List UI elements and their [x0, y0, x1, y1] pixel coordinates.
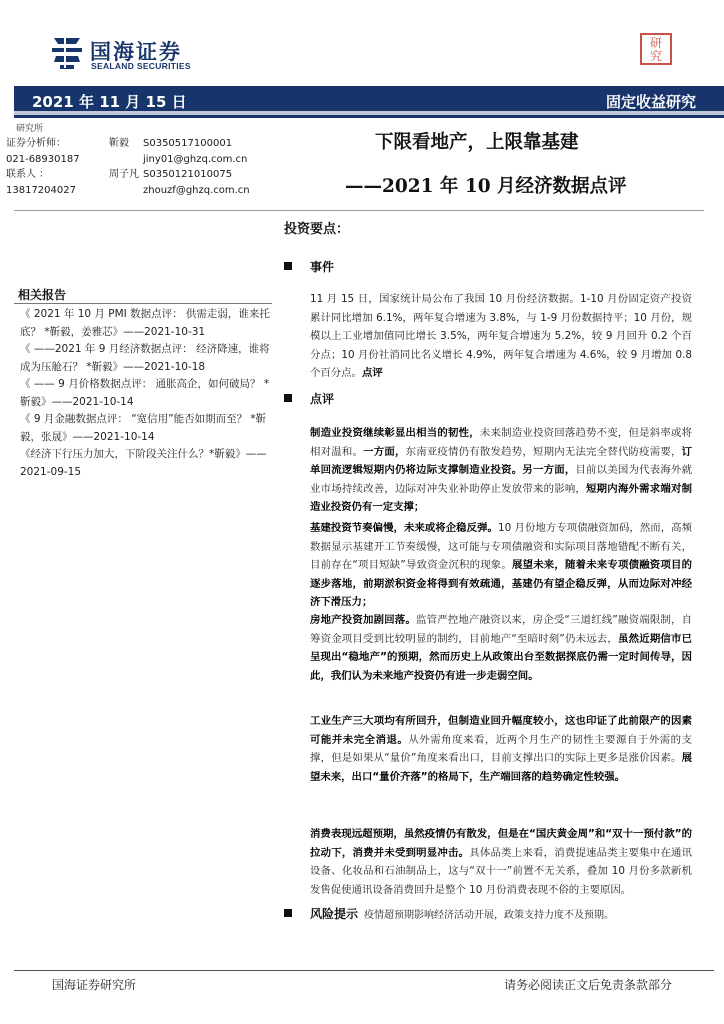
- analyst-row: [6, 183, 276, 199]
- logo-mark-icon: [50, 34, 84, 70]
- analyst-name: 靳毅: [109, 138, 129, 149]
- paragraph-bold: 工业生产三大项均有所回升，但制造业回升幅度较小，这也印证了此前限产的因素可能并未完全消退。: [310, 715, 692, 746]
- related-report-item[interactable]: 《 ——2021 年 9 月经济数据点评： 经济降速，谁将成为压舱石？ *靳毅》——2021-10-18: [20, 343, 270, 373]
- divider: [14, 210, 704, 211]
- contact-name: 周子凡: [109, 169, 139, 180]
- paragraph-bold: 基建投资节奏偏慢，未来或将企稳反弹。: [310, 522, 498, 534]
- event-paragraph: [310, 290, 692, 383]
- bullet-square-icon: [284, 262, 292, 270]
- seal-char: 研: [649, 36, 662, 50]
- related-report-item[interactable]: 《 —— 9 月价格数据点评： 通胀高企，如何破局？ *靳毅》——2021-10-14: [20, 378, 270, 408]
- footer-divider: [14, 970, 714, 971]
- paragraph-text: 监管严控地产融资以来，房企受“三道红线”融资端限制，自筹资金项目受到比较明显的制约，目前地产“至暗时刻”仍未远去，: [310, 614, 693, 645]
- paragraph-bold: 展望未来，出口“量价齐落”的格局下，生产端回落的趋势确定性较强。: [310, 752, 692, 783]
- related-report-item[interactable]: 《 9 月金融数据点评： “宽信用”能否如期而至？ *靳毅，张晟》——2021-10-14: [20, 413, 267, 443]
- footer-disclaimer: 请务必阅读正文后免责条款部分: [503, 978, 672, 992]
- analyst-email[interactable]: jiny01@ghzq.com.cn: [143, 153, 248, 165]
- report-title: 下限看地产，上限靠基建: [375, 132, 579, 153]
- contact-phone: 13817204027: [6, 184, 76, 196]
- paragraph-text: 东南亚疫情仍有散发趋势，短期内无法完全替代防疫需要，: [405, 445, 682, 458]
- analyst-row: [6, 167, 276, 183]
- manufacturing-paragraph: [310, 424, 692, 517]
- paragraph-bold: 点评: [361, 367, 383, 380]
- real-estate-paragraph: [310, 611, 692, 685]
- paragraph-text: 11 月 15 日，国家统计局公布了我国 10 月份经济数据。1-10 月份固定资产投资累计同比增加 6.1%，两年复合增速为 3.8%，与 1-9 月份数据持平；10 月份，规模以上工业增加值同比增长 3.5%，两年复合增速为 5.2%，较 9 月回升 0.2 个百分点；10 月份社消同比名义增长 4.9%，两年复合增速为 4.6%，较 9 月增加 0.8 个百分点。: [310, 293, 692, 380]
- report-category: 固定收益研究: [605, 93, 696, 111]
- bullet-square-icon: [284, 394, 292, 402]
- logo-chinese-name: 国海证券: [90, 40, 182, 64]
- related-reports-list: [20, 306, 272, 481]
- contact-label: 联系人 ：: [6, 169, 50, 180]
- related-reports-title: 相关报告: [18, 288, 67, 302]
- contact-email[interactable]: zhouzf@ghzq.com.cn: [143, 184, 250, 196]
- section-title: 事件: [310, 260, 335, 274]
- paragraph-bold: 房地产投资加剧回落。: [310, 614, 417, 626]
- related-report-item[interactable]: 《经济下行压力加大，下阶段关注什么？*靳毅》——2021-09-15: [20, 448, 267, 478]
- section-risk: [284, 905, 614, 922]
- contact-license: S0350121010075: [143, 169, 233, 180]
- analyst-phone: 021-68930187: [6, 153, 80, 165]
- industrial-production-paragraph: [310, 712, 692, 786]
- analyst-header: 研究所: [16, 124, 44, 134]
- header-banner: [14, 86, 724, 118]
- section-title: 点评: [310, 392, 335, 406]
- footer-institute: 国海证券研究所: [52, 978, 137, 992]
- report-subtitle: ——2021 年 10 月经济数据点评: [345, 176, 627, 197]
- analyst-row: [6, 152, 276, 168]
- paragraph-bold: 订单回流逻辑短期内仍将边际支撑制造业投资。另一方面，: [310, 445, 693, 477]
- paragraph-bold: 展望未来，随着未来专项债融资项目的逐步落地，前期淤积资金将得到有效疏通，基建仍有望企稳反弹，从而边际对冲经济下滑压力；: [310, 559, 692, 609]
- paragraph-bold: 一方面，: [363, 445, 406, 458]
- seal-char: 究: [649, 49, 662, 63]
- divider: [14, 303, 272, 304]
- paragraph-bold: 短期内海外需求端对制造业投资仍有一定支撑；: [310, 482, 693, 514]
- risk-text: 疫情超预期影响经济活动开展，政策支持力度不及预期。: [364, 910, 615, 921]
- analyst-row: [6, 136, 276, 152]
- section-event: [284, 258, 334, 275]
- consumption-paragraph: [310, 825, 692, 899]
- section-title: 风险提示: [310, 907, 359, 921]
- paragraph-text: 未来制造业投资回落趋势不变，但是斜率或将相对温和。: [310, 427, 693, 458]
- related-report-item[interactable]: 《 2021 年 10 月 PMI 数据点评： 供需走弱，谁来托底？ *靳毅，姜雅芯》——2021-10-31: [20, 308, 270, 338]
- paragraph-bold: 制造业投资继续彰显出相当的韧性，: [310, 427, 480, 439]
- paragraph-text: 目前以美国为代表海外就业市场持续改善，边际对冲失业补助停止发放带来的影响，: [310, 464, 693, 495]
- paragraph-text: 具体品类上来看，消费提速品类主要集中在通讯设备、化妆品和石油制品上，这与“双十一”前置不无关系，叠加 10 月份多款新机发售促使通讯设备消费回升是整个 10 月份消费表现不俗的主要原因。: [310, 846, 693, 896]
- report-date: 2021 年 11 月 15 日: [32, 93, 187, 111]
- research-institute-seal: [640, 33, 672, 65]
- infrastructure-paragraph: [310, 519, 692, 612]
- logo-english-name: SEALAND SECURITIES: [91, 61, 191, 71]
- paragraph-bold: 消费表现远超预期，虽然疫情仍有散发，但是在“国庆黄金周”和“双十一预付款”的拉动下，消费并未受到明显冲击。: [310, 828, 692, 859]
- analyst-label: 证券分析师：: [6, 138, 66, 149]
- section-comment: [284, 390, 334, 407]
- paragraph-text: 10 月份地方专项债融资加码，然而，高频数据显示基建开工节奏缓慢，这可能与专项债融资和实际项目落地错配不断有关，目前存在“项目短缺”导致资金沉积的现象。: [310, 522, 693, 572]
- paragraph-text: 从外需角度来看，近两个月生产的韧性主要源自于外需的支撑，但是如果从“量价”角度来看出口，目前支撑出口的实际上更多是涨价因素。: [310, 733, 693, 765]
- key-points-title: 投资要点：: [284, 222, 350, 237]
- analyst-block: [6, 123, 276, 198]
- paragraph-bold: 虽然近期信市已呈现出“稳地产”的预期，然而历史上从政策出台至数据探底仍需一定时间传导，因此，我们认为未来地产投资仍有进一步走弱空间。: [310, 632, 693, 682]
- analyst-license: S0350517100001: [143, 138, 233, 149]
- bullet-square-icon: [284, 909, 292, 917]
